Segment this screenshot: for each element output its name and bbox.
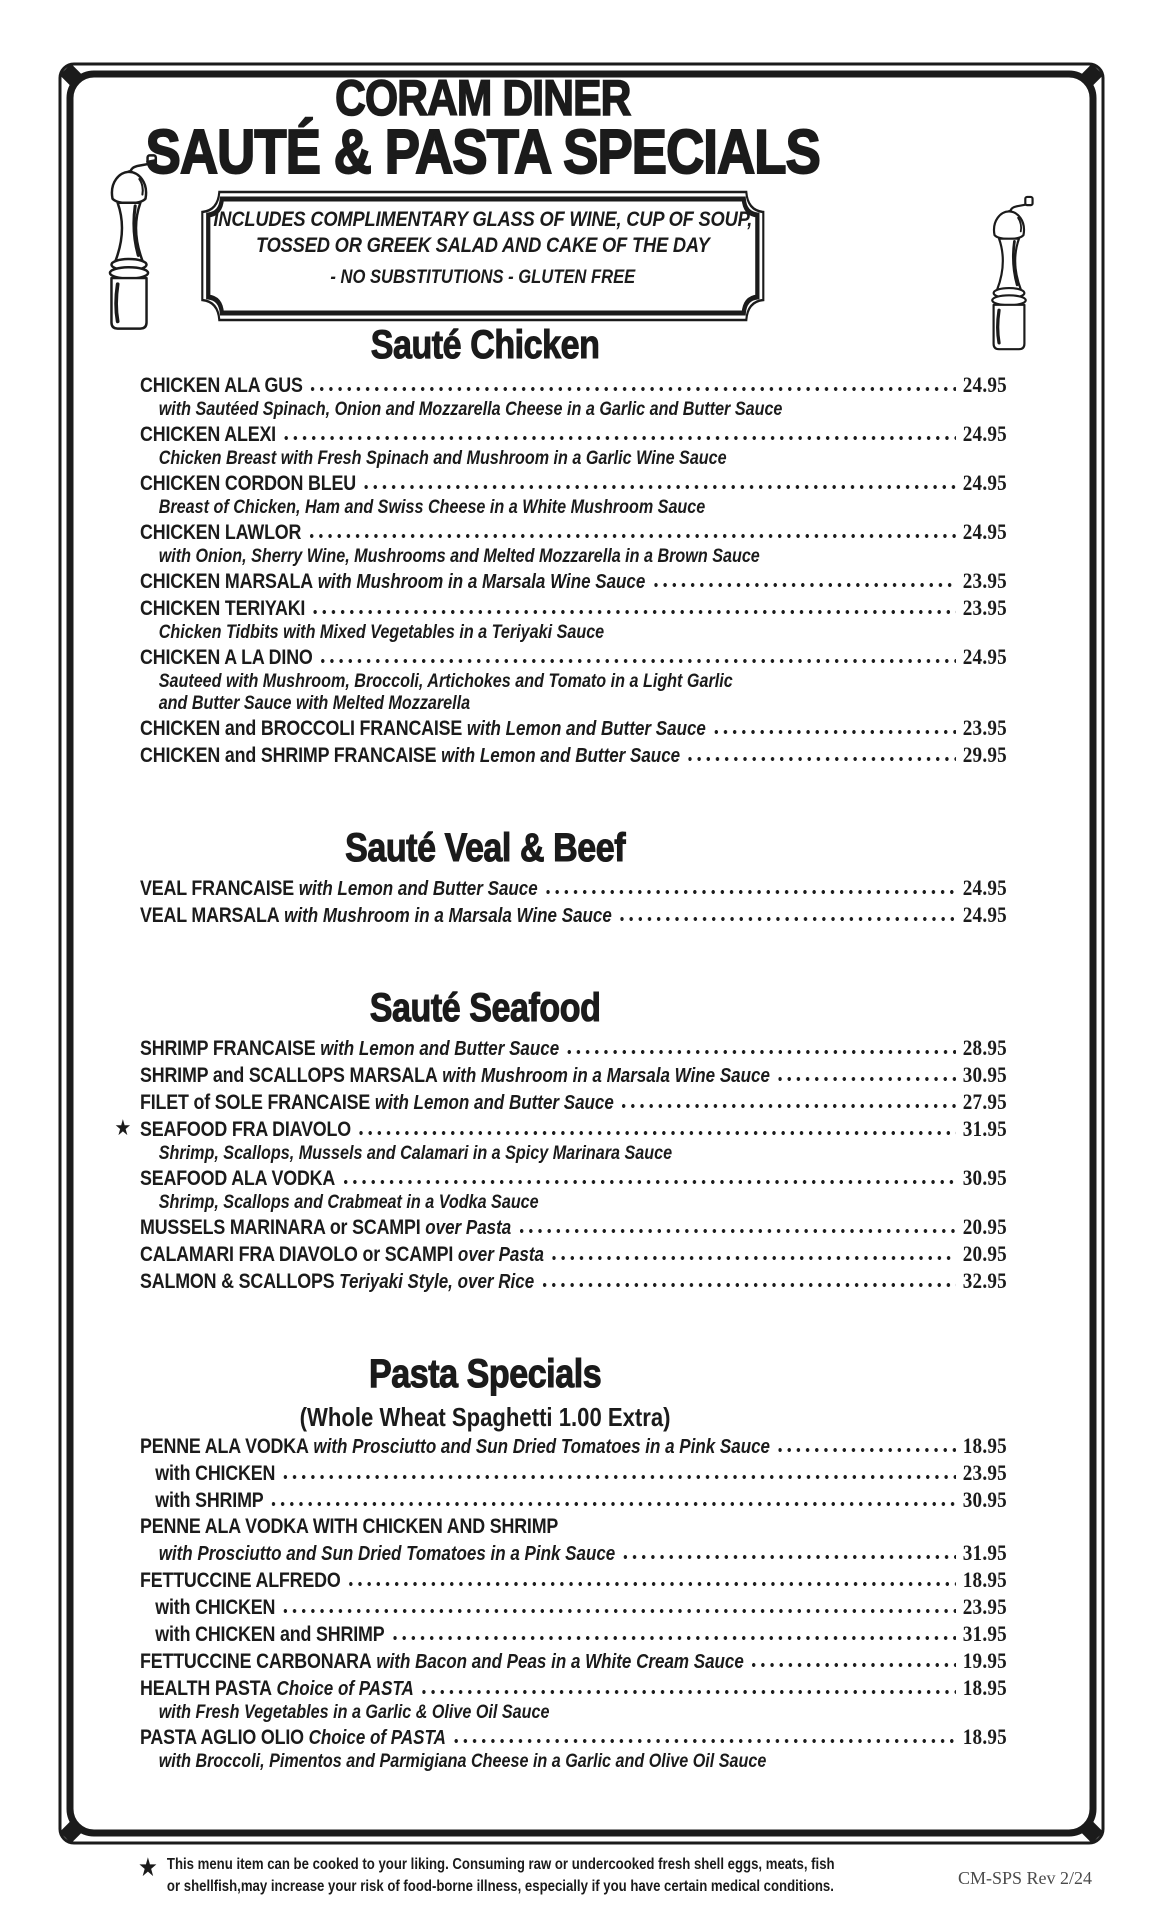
- menu-item: [114, 1115, 1007, 1165]
- menu-item: [140, 1035, 1007, 1062]
- item-name: FILET of SOLE FRANCAISE with Lemon and Butter Sauce: [140, 1091, 614, 1114]
- item-price: 30.95: [962, 1487, 1007, 1512]
- item-name: MUSSELS MARINARA or SCAMPI over Pasta: [140, 1216, 512, 1239]
- disclaimer-line-2: or shellfish,may increase your risk of food-borne illness, especially if you have certain medical conditions.: [166, 1878, 834, 1895]
- item-name: HEALTH PASTA Choice of PASTA: [140, 1677, 414, 1700]
- item-price: 29.95: [962, 742, 1007, 767]
- section-heading: Sauté Veal & Beef: [345, 826, 626, 870]
- menu-section: [140, 322, 1007, 769]
- item-name: CHICKEN LAWLOR: [140, 521, 302, 544]
- item-name: CHICKEN ALEXI: [140, 423, 276, 446]
- item-detail: with Bacon and Peas in a White Cream Sauce: [371, 1651, 744, 1673]
- menu-item: [140, 1062, 1007, 1089]
- item-price: 19.95: [962, 1648, 1007, 1673]
- revision-code: CM-SPS Rev 2/24: [958, 1868, 1093, 1888]
- menu-item: [140, 1433, 1007, 1460]
- item-name: PENNE ALA VODKA WITH CHICKEN AND SHRIMP: [140, 1515, 559, 1538]
- item-price: 31.95: [962, 1621, 1007, 1646]
- item-price: 24.95: [962, 372, 1007, 397]
- dot-leader: [311, 386, 956, 392]
- star-icon: ★: [138, 1852, 158, 1882]
- item-description: with Fresh Vegetables in a Garlic & Olive Oil Sauce: [158, 1702, 550, 1723]
- item-detail: over Pasta: [420, 1217, 512, 1239]
- item-price: 28.95: [962, 1035, 1007, 1060]
- item-detail: with Prosciutto and Sun Dried Tomatoes in a Pink Sauce: [308, 1436, 770, 1458]
- item-name: PASTA AGLIO OLIO Choice of PASTA: [140, 1726, 446, 1749]
- menu-item: [140, 1487, 1007, 1514]
- dot-leader: [543, 1282, 956, 1288]
- dot-leader: [422, 1689, 956, 1695]
- menu-section: [140, 1351, 1007, 1773]
- item-detail: with Mushroom in a Marsala Wine Sauce: [437, 1065, 770, 1087]
- item-description: Chicken Breast with Fresh Spinach and Mushroom in a Garlic Wine Sauce: [158, 448, 727, 469]
- dot-leader: [689, 756, 956, 762]
- item-name: SEAFOOD ALA VODKA: [140, 1167, 336, 1190]
- menu-item: [140, 875, 1007, 902]
- item-name: FETTUCCINE ALFREDO: [140, 1569, 341, 1592]
- dot-leader: [314, 609, 956, 615]
- menu-title: SAUTÉ & PASTA SPECIALS: [145, 118, 820, 187]
- menu-item: [140, 421, 1007, 470]
- item-name: CHICKEN and SHRIMP FRANCAISE with Lemon and Butter Sauce: [140, 744, 681, 767]
- item-price: 24.95: [962, 875, 1007, 900]
- menu-item: [140, 1214, 1007, 1241]
- footer-disclaimer: [138, 1854, 852, 1898]
- item-name: SHRIMP FRANCAISE with Lemon and Butter Sauce: [140, 1037, 560, 1060]
- dot-leader: [778, 1447, 955, 1453]
- item-price: 20.95: [962, 1241, 1007, 1266]
- dot-leader: [393, 1635, 956, 1641]
- item-detail: with Mushroom in a Marsala Wine Sauce: [279, 905, 612, 927]
- menu-item: [140, 742, 1007, 769]
- item-name: VEAL MARSALA with Mushroom in a Marsala Wine Sauce: [140, 904, 612, 927]
- menu-item: [140, 1621, 1007, 1648]
- item-name: CHICKEN ALA GUS: [140, 374, 303, 397]
- item-detail: with Lemon and Butter Sauce: [370, 1092, 614, 1114]
- item-detail: with Mushroom in a Marsala Wine Sauce: [312, 571, 646, 593]
- menu-section: [114, 985, 1007, 1295]
- menu-item: [140, 1567, 1007, 1594]
- item-price: 24.95: [962, 519, 1007, 544]
- dot-leader: [364, 484, 955, 490]
- dot-leader: [349, 1581, 956, 1587]
- dot-leader: [310, 533, 956, 539]
- item-name: with CHICKEN: [155, 1462, 276, 1485]
- item-description: with Onion, Sherry Wine, Mushrooms and Melted Mozzarella in a Brown Sauce: [158, 546, 760, 567]
- menu-item: [140, 902, 1007, 929]
- item-name: CHICKEN CORDON BLEU: [140, 472, 356, 495]
- menu-item: [140, 595, 1007, 644]
- included-line-2: TOSSED OR GREEK SALAD AND CAKE OF THE DAY: [255, 233, 710, 257]
- item-name: PENNE ALA VODKA with Prosciutto and Sun Dried Tomatoes in a Pink Sauce: [140, 1435, 770, 1458]
- item-detail: with Lemon and Butter Sauce: [462, 718, 706, 740]
- item-name: SHRIMP and SCALLOPS MARSALA with Mushroom in a Marsala Wine Sauce: [140, 1064, 770, 1087]
- item-description: with Sautéed Spinach, Onion and Mozzarella Cheese in a Garlic and Butter Sauce: [158, 399, 783, 420]
- menu-item: [140, 1724, 1007, 1773]
- item-price: 24.95: [962, 470, 1007, 495]
- item-name: CALAMARI FRA DIAVOLO or SCAMPI over Pasta: [140, 1243, 544, 1266]
- item-description: Breast of Chicken, Ham and Swiss Cheese in a White Mushroom Sauce: [158, 497, 706, 518]
- item-name: FETTUCCINE CARBONARA with Bacon and Peas in a White Cream Sauce: [140, 1650, 744, 1673]
- item-price: 31.95: [962, 1116, 1007, 1141]
- item-name: SALMON & SCALLOPS Teriyaki Style, over Rice: [140, 1270, 535, 1293]
- item-name: CHICKEN and BROCCOLI FRANCAISE with Lemon and Butter Sauce: [140, 717, 706, 740]
- star-icon: ★: [114, 1115, 132, 1140]
- included-line-1: INCLUDES COMPLIMENTARY GLASS OF WINE, CUP OF SOUP,: [213, 207, 753, 231]
- menu-item: [140, 1648, 1007, 1675]
- menu-item: [140, 1089, 1007, 1116]
- dot-leader: [552, 1255, 955, 1261]
- item-price: 18.95: [962, 1567, 1007, 1592]
- item-description: Shrimp, Scallops, Mussels and Calamari in a Spicy Marinara Sauce: [158, 1143, 673, 1164]
- dot-leader: [344, 1179, 956, 1185]
- item-price: 23.95: [962, 715, 1007, 740]
- dot-leader: [284, 1608, 956, 1614]
- item-description: Sauteed with Mushroom, Broccoli, Artichokes and Tomato in a Light Garlic: [158, 671, 733, 692]
- item-detail: Teriyaki Style, over Rice: [334, 1271, 535, 1293]
- item-price: 24.95: [962, 421, 1007, 446]
- item-description: with Broccoli, Pimentos and Parmigiana Cheese in a Garlic and Olive Oil Sauce: [158, 1751, 767, 1772]
- item-price: 23.95: [962, 595, 1007, 620]
- dot-leader: [272, 1501, 956, 1507]
- dot-leader: [568, 1049, 956, 1055]
- item-name: SEAFOOD FRA DIAVOLO: [140, 1118, 351, 1141]
- item-description: Shrimp, Scallops and Crabmeat in a Vodka Sauce: [158, 1192, 539, 1213]
- item-description: Chicken Tidbits with Mixed Vegetables in a Teriyaki Sauce: [158, 622, 605, 643]
- item-detail: with Lemon and Butter Sauce: [315, 1038, 560, 1060]
- restaurant-name: CORAM DINER: [335, 70, 631, 126]
- menu-item: [140, 1241, 1007, 1268]
- item-name: with CHICKEN: [155, 1596, 276, 1619]
- dot-leader: [714, 729, 956, 735]
- dot-leader: [752, 1662, 956, 1668]
- dot-leader: [778, 1076, 955, 1082]
- menu-section: [140, 825, 1007, 929]
- no-substitutions-note: - NO SUBSTITUTIONS - GLUTEN FREE: [330, 266, 636, 288]
- item-name: VEAL FRANCAISE with Lemon and Butter Sauce: [140, 877, 538, 900]
- dot-leader: [622, 1103, 956, 1109]
- section-heading: Pasta Specials: [368, 1352, 602, 1396]
- item-name: CHICKEN TERIYAKI: [140, 597, 306, 620]
- dot-leader: [520, 1228, 956, 1234]
- menu-item: [140, 519, 1007, 568]
- item-name: CHICKEN MARSALA with Mushroom in a Marsala Wine Sauce: [140, 570, 646, 593]
- section-note: (Whole Wheat Spaghetti 1.00 Extra): [299, 1402, 671, 1432]
- item-price: 23.95: [962, 1460, 1007, 1485]
- item-price: 24.95: [962, 902, 1007, 927]
- disclaimer-line-1: This menu item can be cooked to your liking. Consuming raw or undercooked fresh shell eggs, meats, fish: [166, 1856, 835, 1873]
- item-detail: over Pasta: [453, 1244, 544, 1266]
- dot-leader: [620, 916, 956, 922]
- item-price: 18.95: [962, 1433, 1007, 1458]
- item-price: 31.95: [962, 1540, 1007, 1565]
- item-name: with SHRIMP: [155, 1489, 264, 1512]
- item-detail: Choice of PASTA: [271, 1678, 414, 1700]
- item-name: with CHICKEN and SHRIMP: [155, 1623, 385, 1646]
- menu-item: [140, 470, 1007, 519]
- item-detail: Choice of PASTA: [303, 1727, 446, 1749]
- section-heading: Sauté Seafood: [369, 986, 601, 1030]
- item-price: 23.95: [962, 568, 1007, 593]
- menu-item: [140, 1675, 1007, 1724]
- dot-leader: [624, 1554, 956, 1560]
- dot-leader: [321, 658, 956, 664]
- dot-leader: [454, 1738, 956, 1744]
- included-items-box: [201, 190, 765, 322]
- item-detail: with Lemon and Butter Sauce: [293, 878, 538, 900]
- dot-leader: [546, 889, 956, 895]
- menu-header: [0, 70, 966, 322]
- item-price: 23.95: [962, 1594, 1007, 1619]
- dot-leader: [284, 1474, 956, 1480]
- menu-item: [140, 1594, 1007, 1621]
- dot-leader: [654, 582, 956, 588]
- item-price: 30.95: [962, 1165, 1007, 1190]
- item-price: 18.95: [962, 1675, 1007, 1700]
- item-detail: with Lemon and Butter Sauce: [436, 745, 681, 767]
- item-price: 27.95: [962, 1089, 1007, 1114]
- item-price: 30.95: [962, 1062, 1007, 1087]
- dot-leader: [284, 435, 955, 441]
- item-price: 32.95: [962, 1268, 1007, 1293]
- menu-item: [140, 568, 1007, 595]
- item-sub-description: with Prosciutto and Sun Dried Tomatoes in a Pink Sauce: [158, 1543, 616, 1565]
- menu-item: [140, 644, 1007, 715]
- menu-sections: [114, 322, 1007, 1773]
- menu-item: [140, 715, 1007, 742]
- menu-item: [140, 1514, 1007, 1567]
- item-price: 18.95: [962, 1724, 1007, 1749]
- item-price: 20.95: [962, 1214, 1007, 1239]
- menu-item: [140, 1268, 1007, 1295]
- item-description: and Butter Sauce with Melted Mozzarella: [158, 693, 471, 714]
- menu-item: [140, 372, 1007, 421]
- menu-item: [140, 1460, 1007, 1487]
- menu-item: [140, 1165, 1007, 1214]
- section-heading: Sauté Chicken: [370, 323, 600, 367]
- dot-leader: [359, 1130, 955, 1136]
- item-price: 24.95: [962, 644, 1007, 669]
- item-name: CHICKEN A LA DINO: [140, 646, 313, 669]
